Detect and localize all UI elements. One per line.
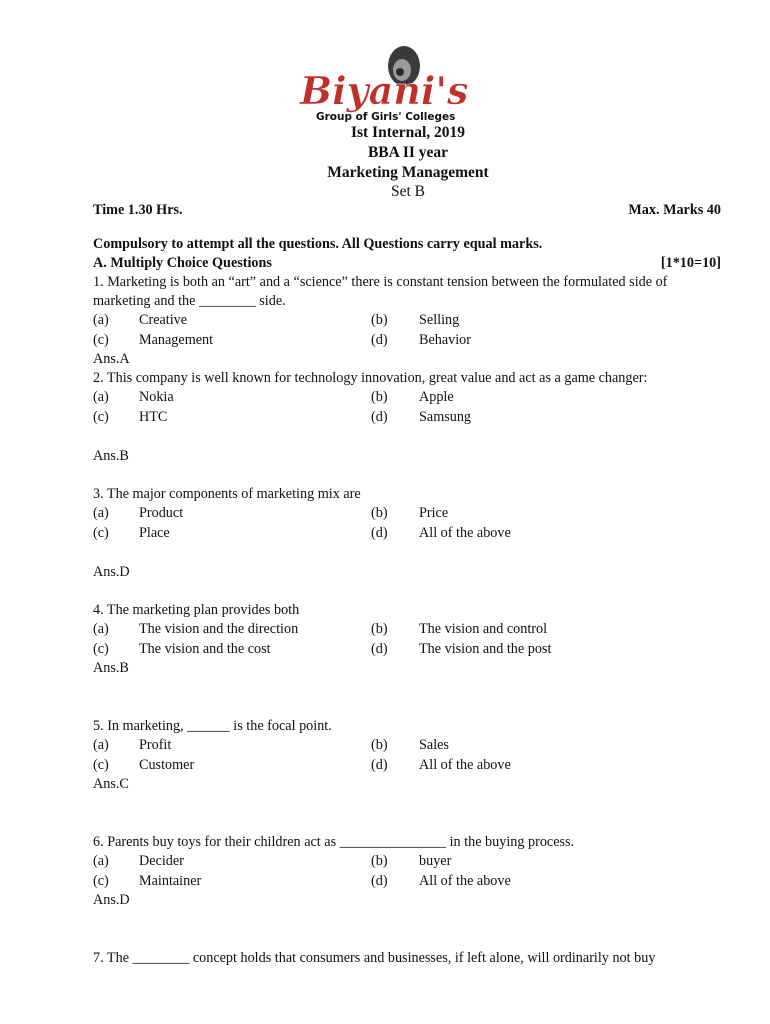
option-text: Profit <box>139 737 172 753</box>
instructions: Compulsory to attempt all the questions. All Questions carry equal marks. <box>93 236 543 252</box>
section-marks: [1*10=10] <box>660 255 721 271</box>
option-text: All of the above <box>419 873 511 889</box>
option-text: Customer <box>139 757 195 773</box>
option-letter: (b) <box>371 505 388 521</box>
option-text: All of the above <box>419 525 511 541</box>
option-letter: (a) <box>93 621 109 637</box>
option-text: Sales <box>419 737 449 753</box>
option-letter: (d) <box>371 641 388 657</box>
option-text: Place <box>139 525 170 541</box>
option-letter: (b) <box>371 389 388 405</box>
section-title: A. Multiply Choice Questions <box>93 255 272 271</box>
question-2-options-row-1 <box>93 389 733 409</box>
question-5-options-row-2 <box>93 757 733 777</box>
question-5-options-row-1 <box>93 737 733 757</box>
question-4-text: 4. The marketing plan provides both <box>93 602 300 618</box>
option-letter: (d) <box>371 332 388 348</box>
option-letter: (b) <box>371 312 388 328</box>
exam-title: Ist Internal, 2019 <box>350 124 466 141</box>
option-text: The vision and control <box>419 621 548 637</box>
question-1-text: 1. Marketing is both an “art” and a “science” there is constant tension between the formulated side of <box>93 274 668 290</box>
question-1-options-row-2 <box>93 332 733 352</box>
question-3-options-row-1 <box>93 505 733 525</box>
option-letter: (b) <box>371 853 388 869</box>
option-text: Behavior <box>419 332 472 348</box>
set-label: Set B <box>390 183 426 200</box>
question-5-answer: Ans.C <box>93 776 129 792</box>
question-1-answer: Ans.A <box>93 351 130 367</box>
option-letter: (a) <box>93 312 109 328</box>
question-3-options-row-2 <box>93 525 733 545</box>
question-4-options-row-1 <box>93 621 733 641</box>
question-4-answer: Ans.B <box>93 660 129 676</box>
option-text: buyer <box>419 853 452 869</box>
option-letter: (d) <box>371 525 388 541</box>
option-letter: (c) <box>93 525 109 541</box>
option-text: Decider <box>139 853 184 869</box>
option-text: All of the above <box>419 757 511 773</box>
option-letter: (d) <box>371 757 388 773</box>
option-letter: (d) <box>371 409 388 425</box>
subject-title: Marketing Management <box>327 164 489 181</box>
question-2-answer: Ans.B <box>93 448 129 464</box>
option-letter: (a) <box>93 853 109 869</box>
option-text: The vision and the cost <box>139 641 271 657</box>
option-text: Creative <box>139 312 188 328</box>
question-6-options-row-2 <box>93 873 733 893</box>
question-2-text: 2. This company is well known for technology innovation, great value and act as a game changer: <box>93 370 648 386</box>
option-letter: (c) <box>93 757 109 773</box>
biyanis-logo-graphic <box>296 40 496 126</box>
question-4-options-row-2 <box>93 641 733 661</box>
option-text: Apple <box>419 389 454 405</box>
option-text: Selling <box>419 312 460 328</box>
option-letter: (d) <box>371 873 388 889</box>
option-text: Samsung <box>419 409 472 425</box>
college-logo <box>296 40 496 126</box>
question-1-options-row-1 <box>93 312 733 332</box>
question-7-text: 7. The ________ concept holds that consumers and businesses, if left alone, will ordinarily not buy <box>93 950 656 966</box>
logo-brand: Biyani's <box>300 68 469 113</box>
question-6-options-row-1 <box>93 853 733 873</box>
option-text: Management <box>139 332 214 348</box>
option-text: The vision and the post <box>419 641 552 657</box>
question-1-text-cont: marketing and the ________ side. <box>93 293 286 309</box>
logo-tagline: Group of Girls' Colleges <box>316 111 456 123</box>
option-letter: (b) <box>371 621 388 637</box>
question-3-answer: Ans.D <box>93 564 130 580</box>
option-letter: (c) <box>93 409 109 425</box>
course-title: BBA II year <box>367 144 449 161</box>
question-6-answer: Ans.D <box>93 892 130 908</box>
max-marks-label: Max. Marks 40 <box>628 202 721 218</box>
option-text: The vision and the direction <box>139 621 299 637</box>
option-letter: (a) <box>93 505 109 521</box>
option-letter: (c) <box>93 873 109 889</box>
option-text: Maintainer <box>139 873 202 889</box>
time-label: Time 1.30 Hrs. <box>93 202 183 218</box>
option-letter: (a) <box>93 737 109 753</box>
option-letter: (c) <box>93 641 109 657</box>
option-text: Price <box>419 505 449 521</box>
option-letter: (a) <box>93 389 109 405</box>
option-letter: (b) <box>371 737 388 753</box>
option-text: HTC <box>139 409 168 425</box>
option-text: Product <box>139 505 184 521</box>
question-5-text: 5. In marketing, ______ is the focal point. <box>93 718 332 734</box>
question-3-text: 3. The major components of marketing mix are <box>93 486 361 502</box>
option-letter: (c) <box>93 332 109 348</box>
question-2-options-row-2 <box>93 409 733 429</box>
question-6-text: 6. Parents buy toys for their children act as _______________ in the buying process. <box>93 834 575 850</box>
option-text: Nokia <box>139 389 174 405</box>
